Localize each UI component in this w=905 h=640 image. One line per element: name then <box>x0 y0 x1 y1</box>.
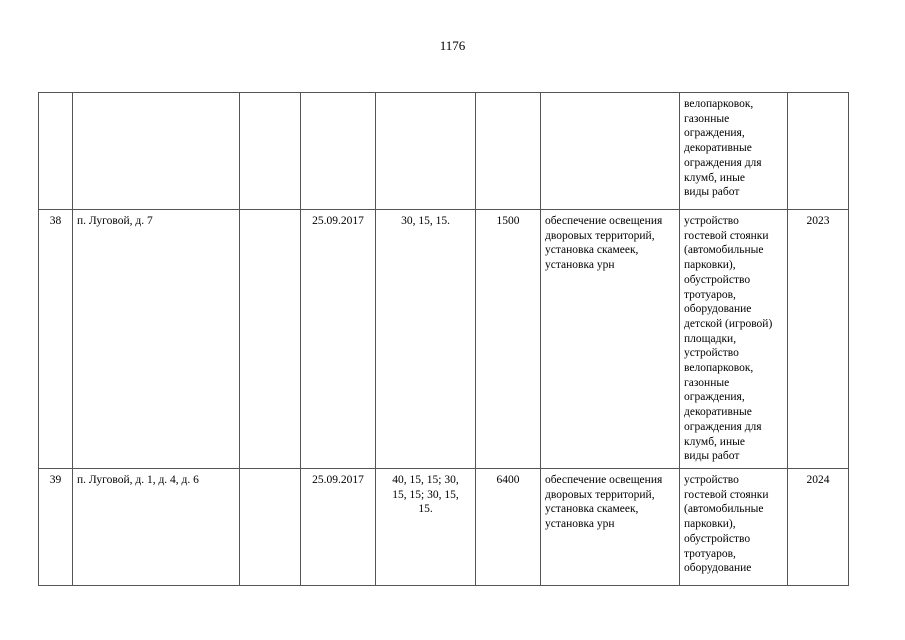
row-number-cell: 38 <box>39 210 73 469</box>
values-cell <box>376 469 476 586</box>
values-text: 30, 15, 15. <box>401 215 450 227</box>
empty-cell <box>240 469 301 586</box>
minimal-works-text: обеспечение освещения дворовых территорий, установка скамеек, установка урн <box>545 215 663 272</box>
additional-works-cell <box>680 93 788 210</box>
address-cell <box>73 93 240 210</box>
minimal-works-cell <box>541 469 680 586</box>
address-cell: п. Луговой, д. 7 <box>73 210 240 469</box>
address-cell: п. Луговой, д. 1, д. 4, д. 6 <box>73 469 240 586</box>
values-cell <box>376 210 476 469</box>
values-text: 40, 15, 15; 30, 15, 15; 30, 15, 15. <box>392 474 459 516</box>
minimal-works-cell <box>541 210 680 469</box>
row-number-cell <box>39 93 73 210</box>
empty-cell <box>240 93 301 210</box>
date-cell: 25.09.2017 <box>301 469 376 586</box>
year-cell: 2024 <box>788 469 849 586</box>
year-cell: 2023 <box>788 210 849 469</box>
year-cell <box>788 93 849 210</box>
table-row <box>39 469 849 586</box>
minimal-works-cell <box>541 93 680 210</box>
empty-cell <box>240 210 301 469</box>
area-cell: 1500 <box>476 210 541 469</box>
values-cell <box>376 93 476 210</box>
additional-works-cell <box>680 210 788 469</box>
date-cell: 25.09.2017 <box>301 210 376 469</box>
row-number-cell: 39 <box>39 469 73 586</box>
additional-works-cell <box>680 469 788 586</box>
area-cell: 6400 <box>476 469 541 586</box>
minimal-works-text: обеспечение освещения дворовых территорий, установка скамеек, установка урн <box>545 474 663 531</box>
additional-works-text: велопарковок, газонные ограждения, декоративные ограждения для клумб, иные виды работ <box>684 98 762 199</box>
improvement-table <box>38 92 849 586</box>
additional-works-text: устройство гостевой стоянки (автомобильные парковки), обустройство тротуаров, оборудование детской (игровой) площадки, устройство велопарковок, газонные ограждения, декоративные ограждения для клумб, иные виды работ <box>684 215 773 463</box>
page-number: 1176 <box>439 38 466 53</box>
table-row <box>39 93 849 210</box>
date-cell <box>301 93 376 210</box>
additional-works-text: устройство гостевой стоянки (автомобильные парковки), обустройство тротуаров, оборудование <box>684 474 769 575</box>
area-cell <box>476 93 541 210</box>
table-row <box>39 210 849 469</box>
